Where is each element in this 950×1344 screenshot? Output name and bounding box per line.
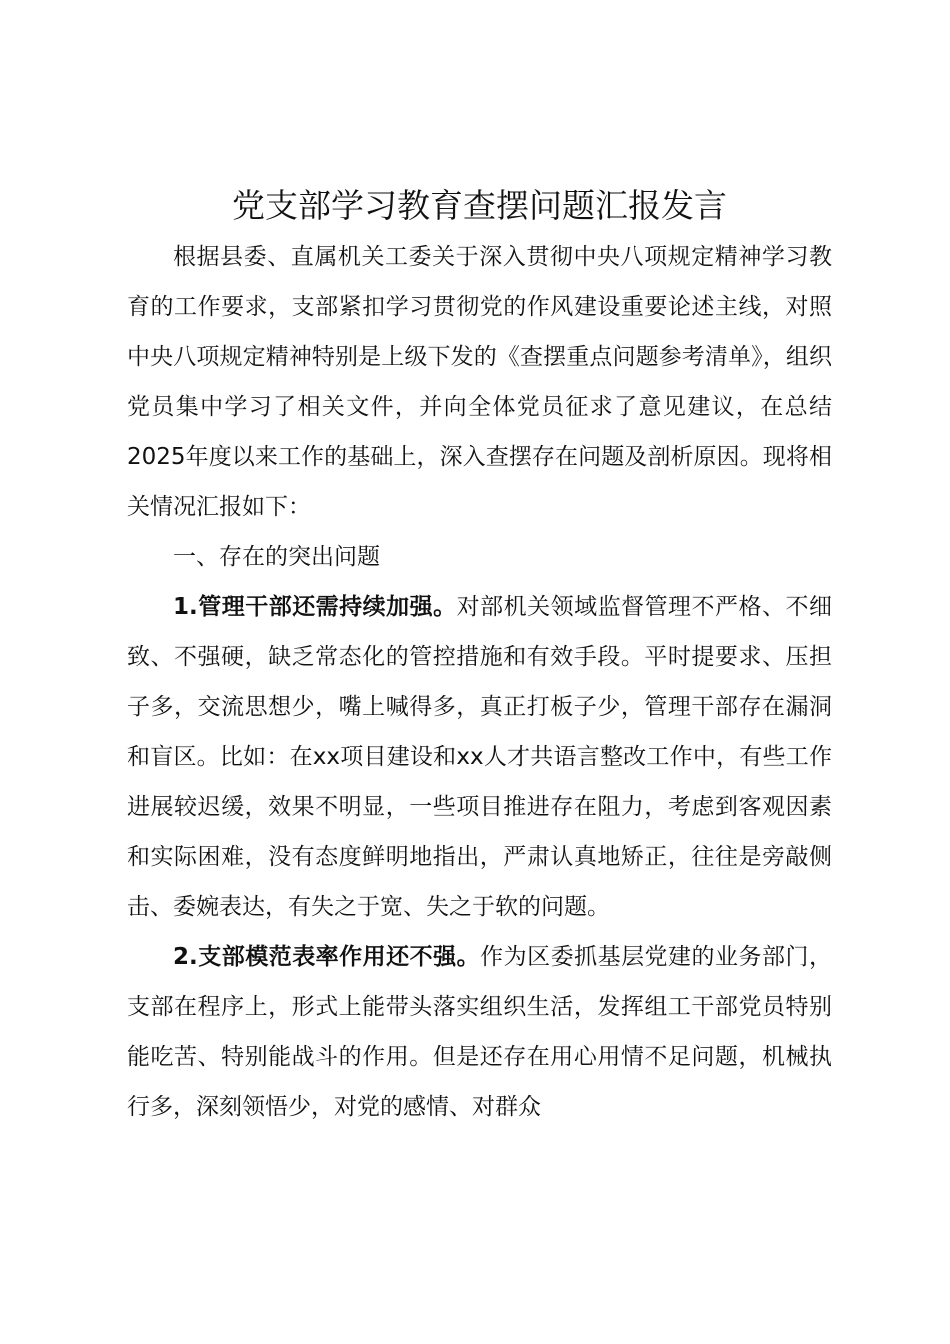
intro-paragraph: 根据县委、直属机关工委关于深入贯彻中央八项规定精神学习教育的工作要求，支部紧扣学习贯彻党的作风建设重要论述主线，对照中央八项规定精神特别是上级下发的《查摆重点问题参考清单》，组织党员集中学习了相关文件，并向全体党员征求了意见建议，在总结2025年度以来工作的基础上，深入查摆存在问题及剖析原因。现将相关情况汇报如下： [127, 244, 832, 520]
document-page [127, 180, 832, 1132]
issue-1-lead: 1.管理干部还需持续加强。 [173, 594, 457, 620]
issue-2-body: 作为区委抓基层党建的业务部门，支部在程序上，形式上能带头落实组织生活，发挥组工干部党员特别能吃苦、特别能战斗的作用。但是还存在用心用情不足问题，机械执行多，深刻领悟少，对党的感情、对群众 [127, 944, 832, 1120]
issue-2-lead: 2.支部模范表率作用还不强。 [173, 944, 481, 970]
issue-paragraph-2 [127, 932, 832, 1132]
document-title: 党支部学习教育查摆问题汇报发言 [232, 186, 727, 225]
section-heading: 一、存在的突出问题 [173, 544, 380, 570]
issue-1-body: 对部机关领域监督管理不严格、不细致、不强硬，缺乏常态化的管控措施和有效手段。平时提要求、压担子多，交流思想少，嘴上喊得多，真正打板子少，管理干部存在漏洞和盲区。比如：在xx项目建设和xx人才共语言整改工作中，有些工作进展较迟缓，效果不明显，一些项目推进存在阻力，考虑到客观因素和实际困难，没有态度鲜明地指出，严肃认真地矫正，往往是旁敲侧击、委婉表达，有失之于宽、失之于软的问题。 [127, 594, 833, 920]
issue-paragraph-1 [127, 582, 832, 932]
